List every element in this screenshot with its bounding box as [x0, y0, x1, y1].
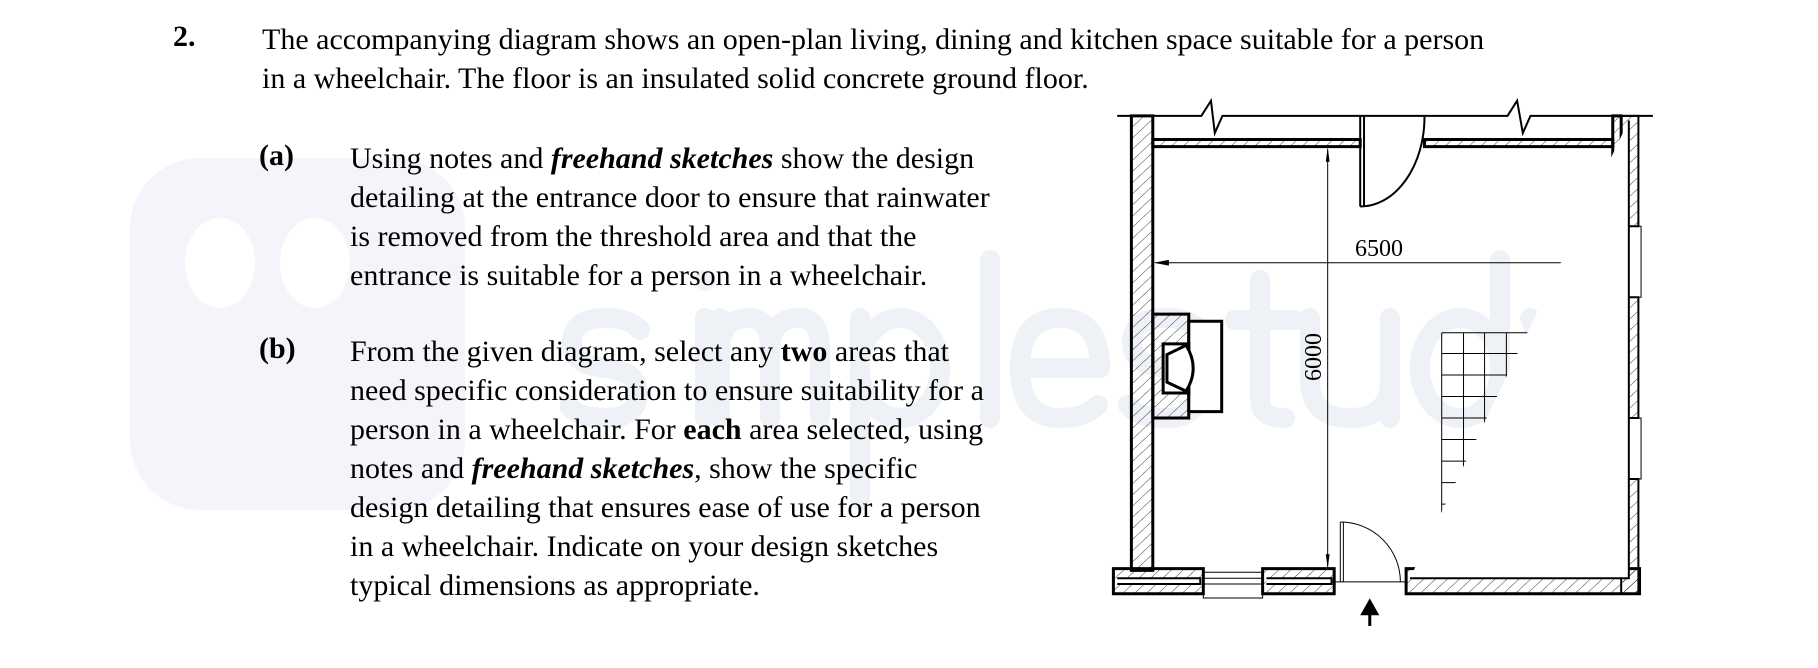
- intro-line: The accompanying diagram shows an open-plan living, dining and kitchen space suitable for a person: [262, 23, 1485, 56]
- watermark-logo-eye: [280, 218, 350, 308]
- watermark-logo-eye: [185, 218, 255, 308]
- text-line: [350, 139, 990, 178]
- text: person in a wheelchair. For: [350, 413, 684, 446]
- text: Using notes and: [350, 142, 551, 175]
- text: , show the specific: [694, 452, 918, 485]
- emphasis: each: [683, 413, 742, 446]
- intro-line: in a wheelchair. The floor is an insulated solid concrete ground floor.: [262, 62, 1089, 95]
- part-a-label: (a): [259, 139, 294, 172]
- entrance-door: [1334, 522, 1406, 582]
- width-dimension-label: 6500: [1355, 236, 1403, 262]
- text-line: need specific consideration to ensure suitability for a: [350, 374, 984, 407]
- left-wall: [1131, 116, 1152, 571]
- window: [1203, 572, 1262, 598]
- text-line: is removed from the threshold area and that the: [350, 220, 917, 253]
- top-door: [1360, 117, 1424, 207]
- entrance-arrow-icon: [1360, 598, 1379, 626]
- text: show the design: [773, 142, 975, 175]
- text: From the given diagram, select any: [350, 335, 781, 368]
- emphasis: freehand sketches: [471, 452, 695, 485]
- text-line: design detailing that ensures ease of use for a person: [350, 491, 981, 524]
- text-line: in a wheelchair. Indicate on your design sketches: [350, 530, 939, 563]
- part-a-text: [350, 139, 990, 295]
- fireplace: [1153, 314, 1222, 418]
- question-number: 2.: [173, 20, 196, 53]
- floor-plan-diagram: [1100, 90, 1700, 650]
- break-line: [1117, 101, 1653, 133]
- text-line: [350, 410, 984, 449]
- text-line: entrance is suitable for a person in a wheelchair.: [350, 259, 928, 292]
- part-b-label: (b): [259, 332, 296, 365]
- question-intro: [262, 20, 1484, 98]
- emphasis: two: [780, 335, 828, 368]
- text: notes and: [350, 452, 472, 485]
- text-line: [350, 332, 984, 371]
- text-line: typical dimensions as appropriate.: [350, 569, 760, 602]
- emphasis: freehand sketches: [550, 142, 774, 175]
- depth-dimension-label: 6000: [1301, 333, 1327, 381]
- text-line: [350, 449, 984, 488]
- top-wall-right: [1424, 139, 1612, 146]
- part-b-text: [350, 332, 984, 605]
- text: area selected, using: [741, 413, 984, 446]
- text: areas that: [827, 335, 949, 368]
- top-wall-left: [1153, 139, 1360, 146]
- text-line: detailing at the entrance door to ensure that rainwater: [350, 181, 990, 214]
